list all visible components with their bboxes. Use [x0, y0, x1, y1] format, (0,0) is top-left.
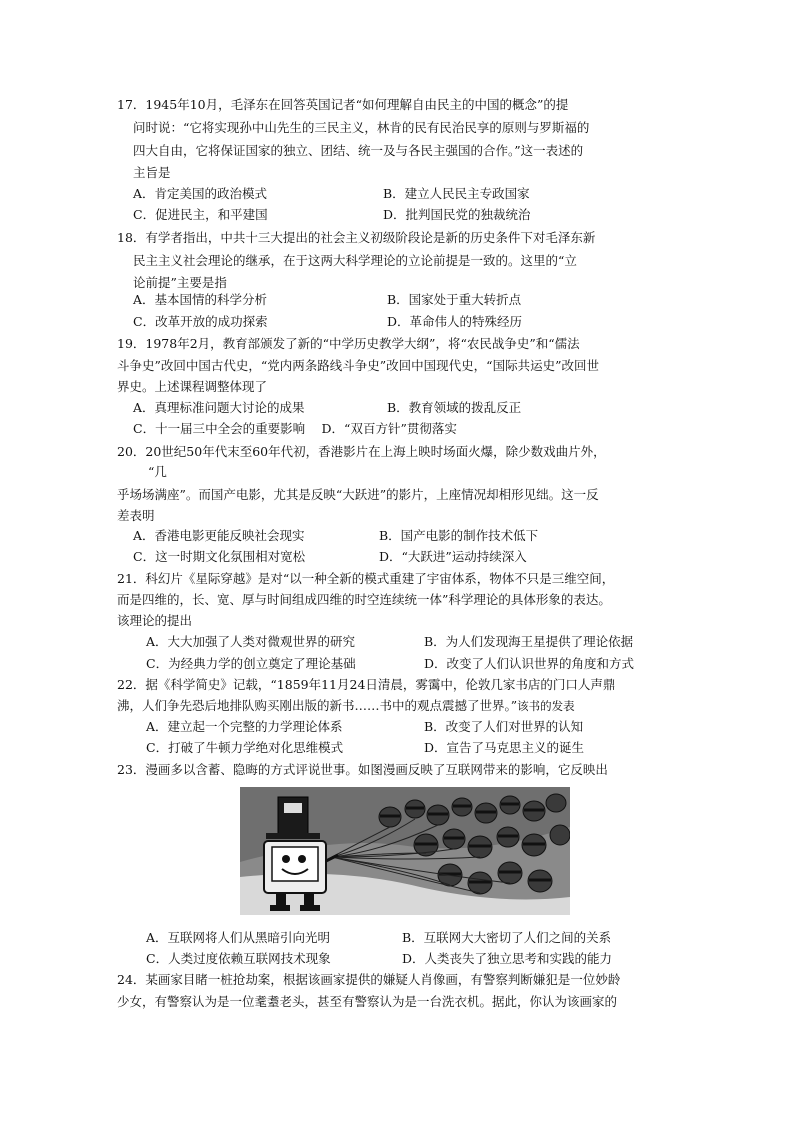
q20-stem-line2: “几: [148, 464, 167, 479]
q19-stem-line3: 界史。上述课程调整体现了: [117, 379, 268, 394]
q21-stem-line2: 而是四维的，长、宽、厚与时间组成四维的时空连续统一体”科学理论的具体形象的表达。: [117, 592, 611, 607]
q22-stem-tail: 该书的发表: [517, 699, 575, 713]
q23-option-a: A．互联网将人们从黑暗引向光明: [146, 930, 331, 945]
q20-option-d: D．“大跃进”运动持续深入: [379, 549, 527, 564]
q17-option-c: C．促进民主，和平建国: [133, 207, 268, 222]
q21-option-a: A．大大加强了人类对微观世界的研究: [146, 634, 356, 649]
q17-stem-line1: 17．1945年10月，毛泽东在回答英国记者“如何理解自由民主的中国的概念”的提: [117, 97, 569, 112]
q20-option-b: B．国产电影的制作技术低下: [379, 528, 539, 543]
q20-stem-line4: 差表明: [117, 508, 155, 523]
q21-stem-line1: 21．科幻片《星际穿越》是对“以一种全新的模式重建了宇宙体系，物体不只是三维空间，: [117, 571, 615, 586]
q22-option-c: C．打破了牛顿力学绝对化思维模式: [146, 740, 344, 755]
q23-stem: 23．漫画多以含蓄、隐晦的方式评说世事。如图漫画反映了互联网带来的影响，它反映出: [117, 762, 608, 777]
q21-stem-line3: 该理论的提出: [117, 613, 193, 628]
q23-option-b: B．互联网大大密切了人们之间的关系: [402, 930, 612, 945]
q19-option-a: A．真理标准问题大讨论的成果: [133, 400, 305, 415]
q20-option-a: A．香港电影更能反映社会现实: [133, 528, 305, 543]
q22-stem-line2: [117, 696, 575, 716]
q18-stem-line1: 18．有学者指出，中共十三大提出的社会主义初级阶段论是新的历史条件下对毛泽东新: [117, 230, 596, 245]
q18-option-a: A．基本国情的科学分析: [133, 292, 268, 307]
q18-stem-line2: 民主主义社会理论的继承，在于这两大科学理论的立论前提是一致的。这里的“立: [133, 253, 577, 268]
q20-stem-line3: 乎场场满座”。而国产电影，尤其是反映“大跃进”的影片，上座情况却相形见绌。这一反: [117, 487, 599, 502]
q20-stem-line1: 20．20世纪50年代末至60年代初，香港影片在上海上映时场面火爆，除少数戏曲片外，: [117, 444, 606, 459]
q19-stem-line1: 19．1978年2月，教育部颁发了新的“中学历史教学大纲”，将“农民战争史”和“儒法: [117, 336, 580, 351]
q23-option-c: C．人类过度依赖互联网技术现象: [146, 951, 331, 966]
q21-option-d: D．改变了人们认识世界的角度和方式: [424, 656, 635, 671]
q23-option-d: D．人类丧失了独立思考和实践的能力: [402, 951, 613, 966]
q18-option-c: C．改革开放的成功探索: [133, 314, 268, 329]
q18-option-d: D．革命伟人的特殊经历: [387, 314, 523, 329]
q24-stem-line1: 24．某画家目睹一桩抢劫案，根据该画家提供的嫌疑人肖像画，有警察判断嫌犯是一位妙龄: [117, 972, 621, 987]
q18-stem-line3: 论前提”主要是指: [133, 275, 227, 290]
q17-stem-line2: 问时说：“它将实现孙中山先生的三民主义，林肯的民有民治民享的原则与罗斯福的: [133, 120, 590, 135]
q17-option-d: D．批判国民党的独裁统治: [383, 207, 531, 222]
q17-stem-line4: 主旨是: [133, 165, 171, 180]
q17-stem-line3: 四大自由，它将保证国家的独立、团结、统一及与各民主强国的合作。”这一表述的: [133, 143, 584, 158]
q22-stem-line1: 22．据《科学简史》记载，“1859年11月24日清晨，雾霭中，伦敦几家书店的门口人声鼎: [117, 677, 616, 692]
q22-stem-line2-main: 沸，人们争先恐后地排队购买刚出版的新书……书中的观点震撼了世界。”: [117, 698, 518, 713]
q21-option-b: B．为人们发现海王星提供了理论依据: [424, 634, 634, 649]
q17-option-b: B．建立人民民主专政国家: [383, 186, 530, 201]
q20-option-c: C．这一时期文化氛围相对宽松: [133, 549, 306, 564]
q24-stem-line2: 少女，有警察认为是一位耄耋老头，甚至有警察认为是一台洗衣机。据此，你认为该画家的: [117, 994, 618, 1009]
q17-option-a: A．肯定美国的政治模式: [133, 186, 268, 201]
q21-option-c: C．为经典力学的创立奠定了理论基础: [146, 656, 356, 671]
q19-option-b: B．教育领域的拨乱反正: [387, 400, 522, 415]
q22-option-a: A．建立起一个完整的力学理论体系: [146, 719, 343, 734]
q22-option-d: D．宣告了马克思主义的诞生: [424, 740, 585, 755]
q22-option-b: B．改变了人们对世界的认知: [424, 719, 584, 734]
q19-option-cd: C．十一届三中全会的重要影响 D．“双百方针”贯彻落实: [133, 421, 457, 436]
q18-option-b: B．国家处于重大转折点: [387, 292, 522, 307]
internet-cartoon-image: [240, 787, 570, 915]
q19-stem-line2: 斗争史”改回中国古代史，“党内两条路线斗争史”改回中国现代史，“国际共运史”改回世: [117, 358, 599, 373]
